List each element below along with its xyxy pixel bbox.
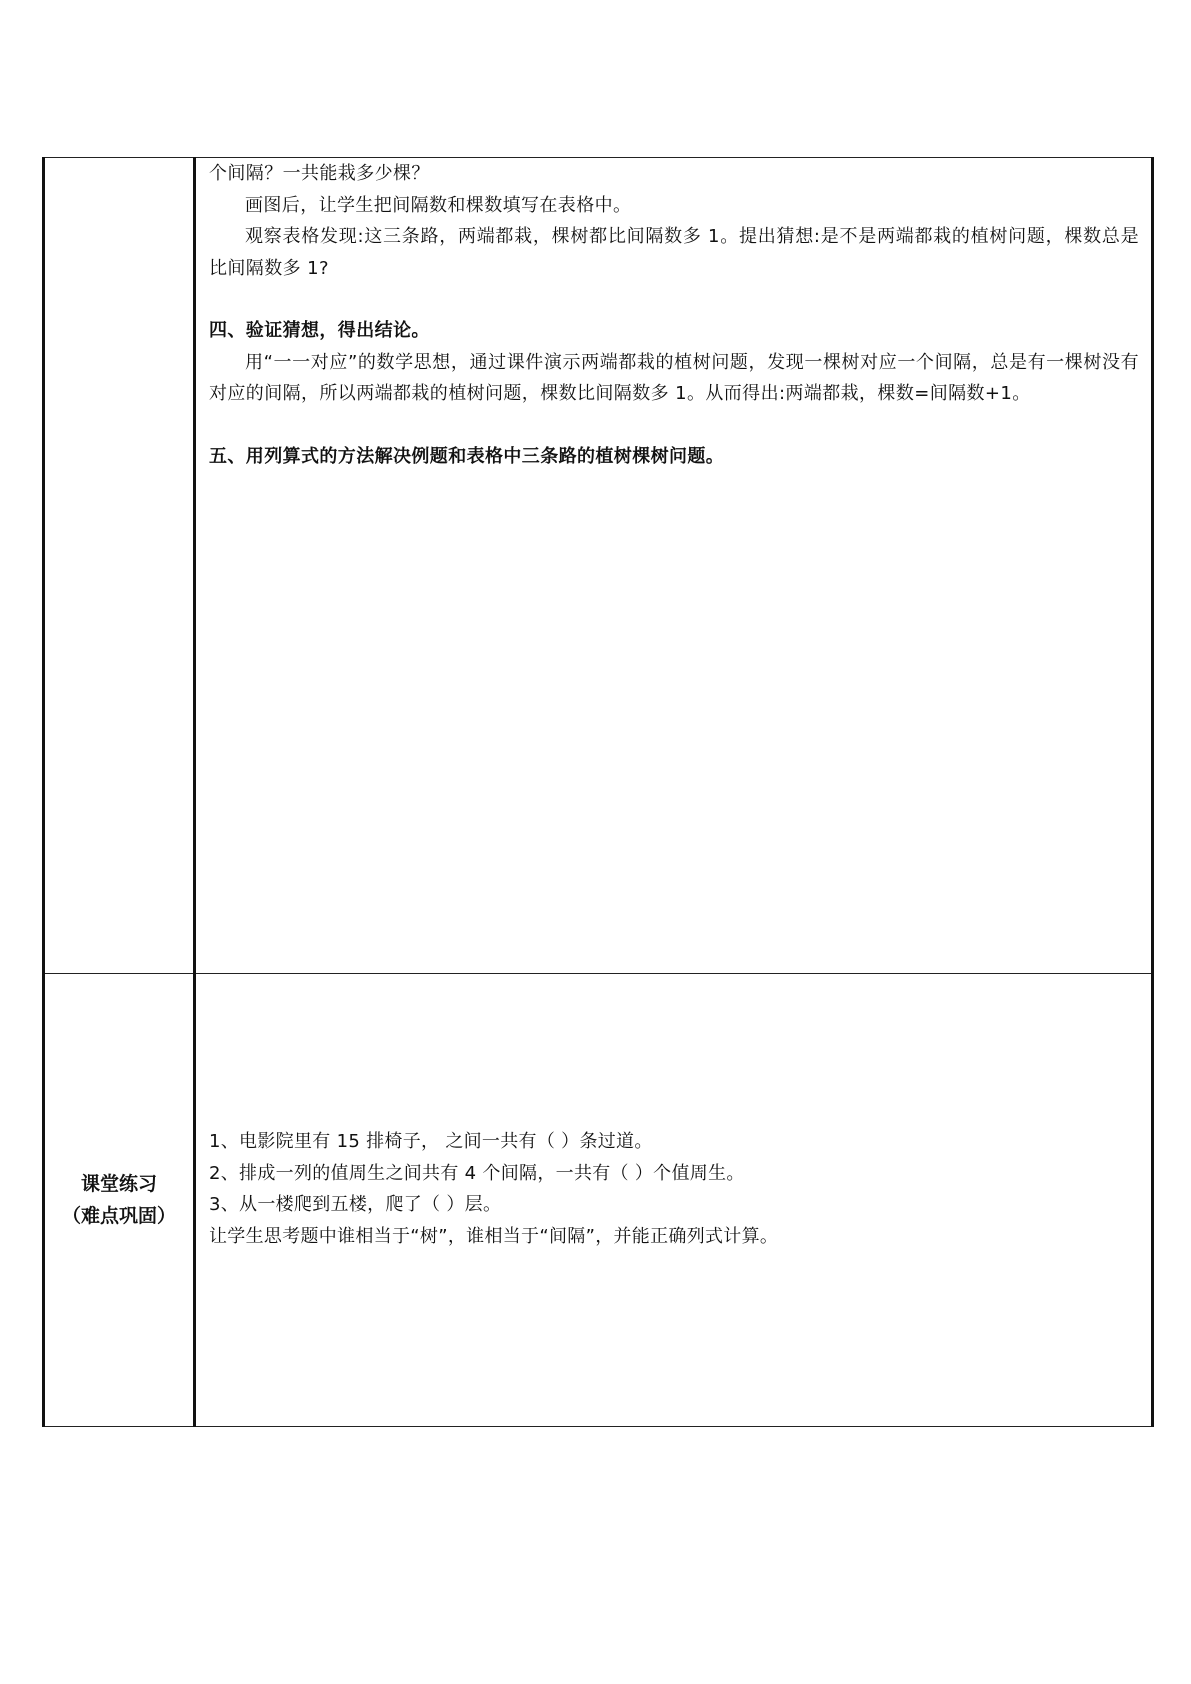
- label-line-practice: 课堂练习: [80, 1173, 157, 1195]
- teaching-process-text: [196, 158, 1151, 472]
- exercise-item-3: 3、从一楼爬到五楼，爬了（ ）层。: [209, 1194, 502, 1215]
- spacer: [209, 284, 1139, 315]
- paragraph-conjecture: 观察表格发现:这三条路，两端都栽，棵树都比间隔数多 1。提出猜想:是不是两端都栽的植树问题，棵数总是比间隔数多 1?: [209, 226, 1139, 279]
- classroom-practice-row: [44, 974, 1153, 1427]
- classroom-practice-label-cell: [44, 974, 195, 1427]
- teaching-process-label-cell: [44, 158, 195, 974]
- exercise-list: [196, 974, 1151, 1252]
- heading-solve-with-formula: 五、用列算式的方法解决例题和表格中三条路的植树棵树问题。: [209, 445, 725, 467]
- spacer: [209, 410, 1139, 441]
- classroom-practice-content-cell: [195, 974, 1153, 1427]
- heading-verify-conjecture: 四、验证猜想，得出结论。: [209, 320, 430, 341]
- paragraph-interval-question: 个间隔？一共能栽多少棵？: [209, 163, 430, 184]
- exercise-instruction: 让学生思考题中谁相当于“树”，谁相当于“间隔”，并能正确列式计算。: [209, 1225, 779, 1247]
- lesson-plan-table: [42, 157, 1154, 1427]
- label-line-difficulty: （难点巩固）: [61, 1205, 176, 1227]
- paragraph-fill-table: 画图后，让学生把间隔数和棵数填写在表格中。: [245, 194, 632, 216]
- exercise-item-2: 2、排成一列的值周生之间共有 4 个间隔，一共有（ ）个值周生。: [209, 1162, 745, 1184]
- teaching-process-row: [44, 158, 1153, 974]
- classroom-practice-label: [45, 1168, 193, 1232]
- teaching-process-content-cell: [195, 158, 1153, 974]
- paragraph-one-to-one: 用“一一对应”的数学思想，通过课件演示两端都栽的植树问题，发现一棵树对应一个间隔，总是有一棵树没有对应的间隔，所以两端都栽的植树问题，棵数比间隔数多 1。从而得出:两端都栽，棵数=间隔数+1。: [209, 351, 1139, 404]
- exercise-item-1: 1、电影院里有 15 排椅子， 之间一共有（ ）条过道。: [209, 1131, 653, 1152]
